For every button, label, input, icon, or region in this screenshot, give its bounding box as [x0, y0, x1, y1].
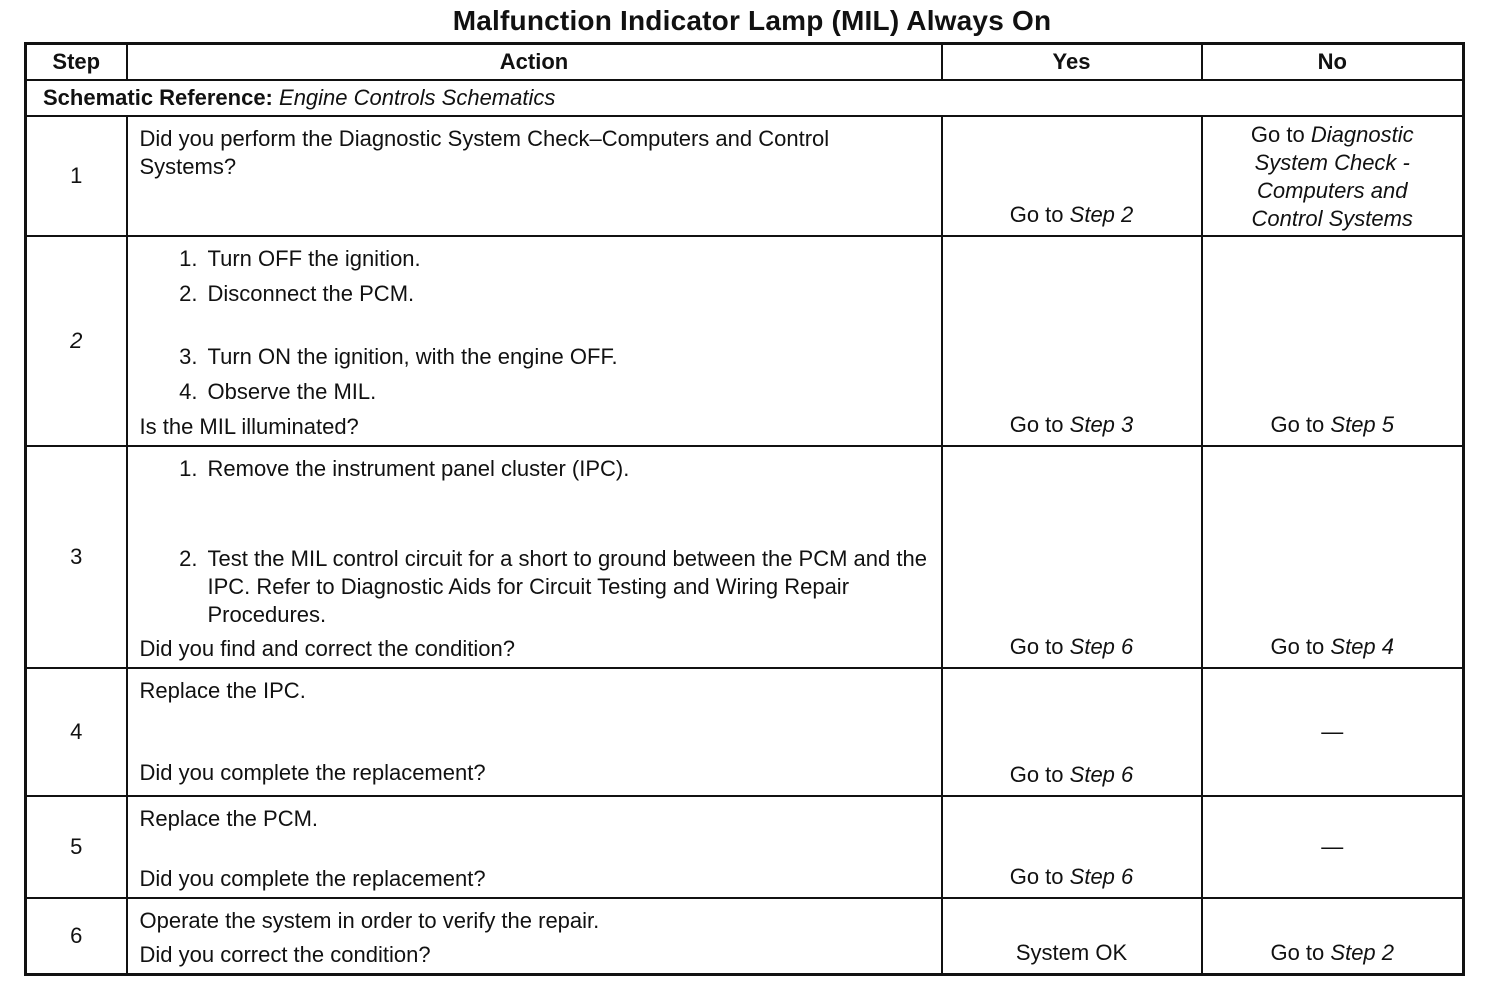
yes-cell [942, 796, 1202, 898]
action-text: Did you perform the Diagnostic System Check–Computers and Control Systems? [139, 126, 830, 179]
yes-prefix: Go to [1009, 762, 1064, 787]
action-question: Did you find and correct the condition? [139, 636, 515, 661]
list-item: 4. Observe the MIL. [179, 379, 377, 404]
list-item: 2. Test the MIL control circuit for a short to ground between the PCM and the IPC. Refer to Diagnostic Aids for Circuit Testing and Wiring Repair Procedures. [179, 546, 927, 627]
yes-step-ref: Step 2 [1069, 202, 1134, 227]
step-number: 5 [26, 796, 127, 898]
step-number: 4 [26, 668, 127, 796]
yes-cell [942, 446, 1202, 668]
no-cell [1202, 898, 1464, 975]
action-cell [127, 446, 942, 668]
yes-step-ref: Step 6 [1069, 634, 1134, 659]
action-question: Did you correct the condition? [139, 942, 431, 967]
table-row [26, 236, 1464, 446]
yes-prefix: Go to [1009, 412, 1064, 437]
yes-cell [942, 116, 1202, 236]
table-row [26, 898, 1464, 975]
no-prefix: Go to [1270, 940, 1325, 965]
step-number: 3 [26, 446, 127, 668]
action-column-header: Action [127, 44, 942, 81]
list-item: 1. Turn OFF the ignition. [179, 246, 421, 271]
step-number: 6 [26, 898, 127, 975]
page-title: Malfunction Indicator Lamp (MIL) Always On [452, 5, 1052, 36]
no-dash: — [1321, 719, 1344, 744]
list-item: 3. Turn ON the ignition, with the engine OFF. [179, 344, 618, 369]
schematic-label: Schematic Reference: [43, 85, 273, 110]
yes-column-header: Yes [942, 44, 1202, 81]
yes-step-ref: Step 6 [1069, 762, 1134, 787]
yes-prefix: Go to [1009, 202, 1064, 227]
schematic-reference [26, 80, 1464, 116]
step-column-header: Step [26, 44, 127, 81]
action-text: Operate the system in order to verify the repair. [139, 908, 600, 933]
no-step-ref: Step 4 [1330, 634, 1395, 659]
action-text: Replace the IPC. [139, 678, 306, 703]
no-prefix: Go to [1270, 634, 1325, 659]
action-cell [127, 898, 942, 975]
step-number: 1 [26, 116, 127, 236]
action-cell [127, 116, 942, 236]
yes-cell [942, 236, 1202, 446]
no-prefix: Go to [1250, 122, 1305, 147]
yes-cell [942, 668, 1202, 796]
action-question: Did you complete the replacement? [139, 760, 486, 785]
no-cell [1202, 796, 1464, 898]
action-text: Replace the PCM. [139, 806, 319, 831]
action-cell [127, 236, 942, 446]
no-step-ref: Step 2 [1330, 940, 1395, 965]
yes-step-ref: Step 3 [1069, 412, 1134, 437]
table-row [26, 116, 1464, 236]
no-step-ref: Diagnostic System Check - Computers and Control Systems [1251, 122, 1414, 231]
yes-step-ref: Step 6 [1069, 864, 1134, 889]
action-question: Is the MIL illuminated? [139, 414, 359, 439]
yes-prefix: Go to [1009, 864, 1064, 889]
header-row [26, 44, 1464, 81]
action-steps-list [140, 245, 931, 406]
no-column-header: No [1202, 44, 1464, 81]
schematic-row [26, 80, 1464, 116]
diagnostic-table [24, 42, 1465, 976]
no-cell [1202, 236, 1464, 446]
table-row [26, 796, 1464, 898]
action-cell [127, 796, 942, 898]
table-row [26, 668, 1464, 796]
no-dash: — [1321, 834, 1344, 859]
step-number: 2 [26, 236, 127, 446]
no-cell [1202, 116, 1464, 236]
no-step-ref: Step 5 [1330, 412, 1395, 437]
yes-cell [942, 898, 1202, 975]
yes-result: System OK [1015, 940, 1128, 965]
table-row [26, 446, 1464, 668]
yes-prefix: Go to [1009, 634, 1064, 659]
action-cell [127, 668, 942, 796]
list-item: 2. Disconnect the PCM. [179, 281, 415, 306]
no-cell [1202, 668, 1464, 796]
schematic-value: Engine Controls Schematics [279, 85, 556, 110]
no-cell [1202, 446, 1464, 668]
no-prefix: Go to [1270, 412, 1325, 437]
action-steps-list [140, 455, 931, 629]
action-question: Did you complete the replacement? [139, 866, 486, 891]
list-item: 1. Remove the instrument panel cluster (IPC). [179, 456, 630, 481]
